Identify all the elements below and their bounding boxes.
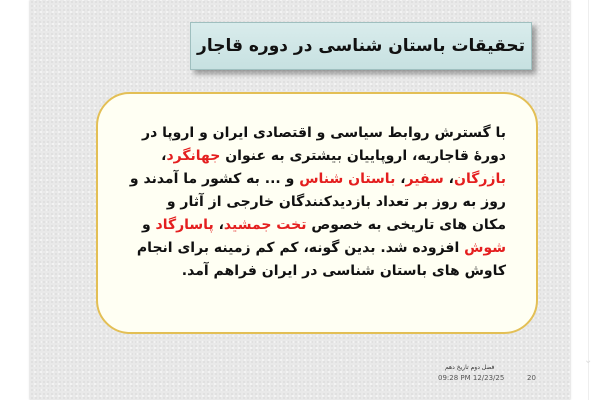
slide: [30, 0, 570, 400]
content-box: [96, 92, 538, 334]
highlight-term: تخت جمشید: [223, 217, 307, 233]
highlight-term: پاسارگاد: [155, 217, 214, 233]
slide-title-box: [190, 22, 532, 70]
footer-datetime: 09:28 PM 12/23/25: [438, 374, 505, 382]
body-paragraph: [128, 122, 506, 283]
scrollbar-track[interactable]: [588, 0, 589, 400]
chevron-down-icon[interactable]: ⌄: [584, 355, 593, 366]
highlight-term: بازرگان: [454, 171, 506, 187]
slide-number: 20: [527, 374, 536, 382]
highlight-term: باستان شناس: [299, 171, 396, 187]
body-text-segment: ،: [443, 171, 455, 187]
body-text-segment: ،: [213, 217, 224, 233]
body-text-segment: ،: [395, 171, 406, 187]
highlight-term: سفیر: [405, 171, 444, 187]
footer-course-label: فصل دوم تاریخ دهم: [445, 364, 495, 371]
body-text-segment: و ... به کشور ما آمدند و روز به روز بر تعداد بازدیدکنندگان خارجی از آثار و مکان های تاریخی به خصوص: [129, 171, 506, 233]
highlight-term: جهانگرد: [166, 148, 221, 164]
body-text-segment: افزوده شد. بدین گونه، کم کم زمینه برای انجام کاوش های باستان شناسی در ایران فراهم آمد.: [136, 240, 506, 279]
highlight-term: شوش: [464, 240, 506, 256]
body-text-segment: ،: [161, 148, 167, 164]
body-text-segment: با گسترش روابط سیاسی و اقتصادی ایران و اروپا در دورۀ قاجاریه، اروپاییان بیشتری به عنوان: [142, 125, 506, 164]
slide-title: تحقیقات باستان شناسی در دوره قاجار: [197, 36, 525, 56]
body-text-segment: و: [141, 217, 156, 233]
